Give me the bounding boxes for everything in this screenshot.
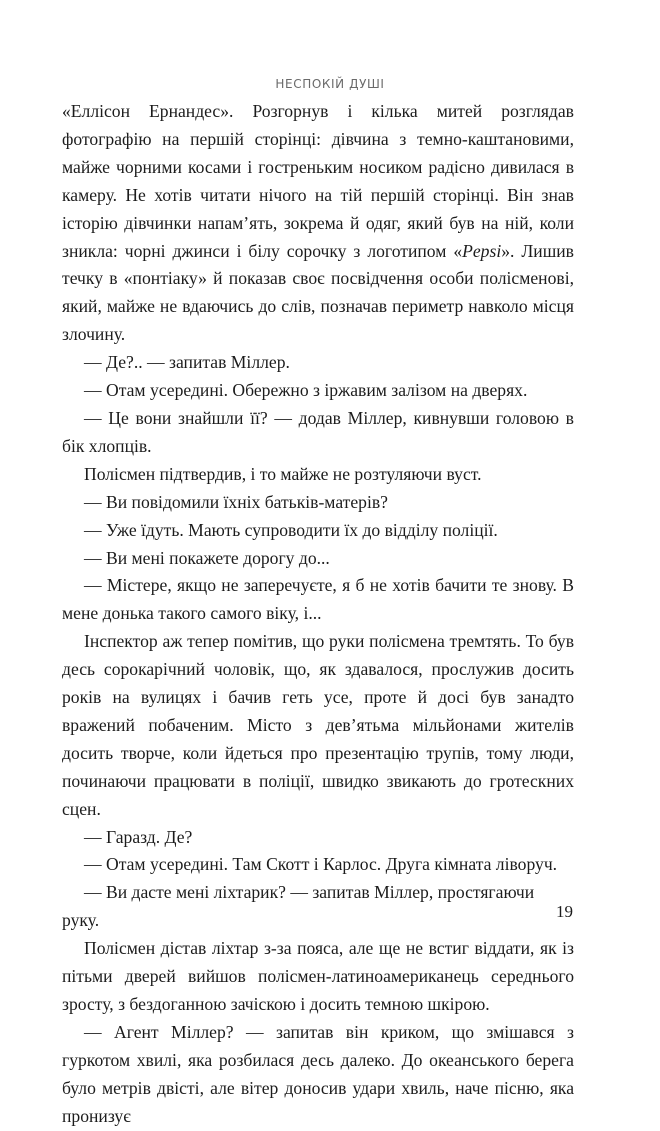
body-text [62, 98, 574, 1131]
narration-paragraph: Інспектор аж тепер помітив, що руки полісмена тремтять. То був десь сорокарічний чоловік, що, як здавалося, прослужив досить років на вулицях і бачив геть усе, проте й досі був занадто вражений побаченим. Місто з дев’ятьма мільйонами жителів досить творче, коли йдеться про презентацію трупів, тому люди, починаючи працювати в поліції, швидко звикають до гротескних сцен. [62, 631, 574, 819]
paragraph-opening [62, 98, 574, 349]
brand-name-italic: Pepsi [462, 240, 502, 261]
running-header: НЕСПОКІЙ ДУШІ [275, 77, 385, 91]
narration-paragraph: Полісмен дістав ліхтар з-за пояса, але ще не встиг віддати, як із пітьми дверей вийшов полісмен-латиноамериканець середнього зросту, з бездоганною зачіскою і досить темною шкірою. [62, 938, 574, 1014]
dialogue-line: — Містере, якщо не заперечуєте, я б не хотів бачити те знову. В мене донька такого самого віку, і... [62, 575, 574, 624]
paragraph-text: «Еллісон Ернандес». Розгорнув і кілька митей розглядав фотографію на першій сторінці: дівчина з темно-каштановими, майже чорними косами і гостреньким носиком радісно дивилася в камеру. Не хотів читати нічого на тій першій сторінці. Він знав історію дівчинки напам’ять, зокрема й одяг, який був на ній, коли зникла: чорні джинси і білу сорочку з логотипом « [62, 101, 574, 261]
dialogue-line: — Ви дасте мені ліхтарик? — запитав Міллер, простягаючи руку. [62, 882, 535, 931]
page-number: 19 [556, 902, 573, 921]
dialogue-line: — Отам усередині. Там Скотт і Карлос. Друга кімната ліворуч. [84, 854, 558, 875]
dialogue-line: — Ви повідомили їхніх батьків-матерів? [84, 491, 388, 512]
dialogue-paragraph: — Агент Міллер? — запитав він криком, що змішався з гуркотом хвилі, яка розбилася десь далеко. До океанського берега було метрів двісті, але вітер доносив удари хвиль, наче пісню, яка пронизує [62, 1021, 574, 1126]
dialogue-line: — Це вони знайшли її? — додав Міллер, кивнувши головою в бік хлопців. [62, 407, 574, 456]
dialogue-line: — Гаразд. Де? [84, 826, 193, 847]
narration-line: Полісмен підтвердив, і то майже не розтуляючи вуст. [84, 463, 482, 484]
dialogue-line: — Ви мені покажете дорогу до... [84, 547, 330, 568]
dialogue-line: — Де?.. — запитав Міллер. [84, 352, 290, 373]
paragraph-text: ». Лишив течку в «понтіаку» й показав своє посвідчення особи полісменові, який, майже не вдаючись до слів, позначав периметр навколо місця злочину. [62, 240, 574, 345]
dialogue-line: — Уже їдуть. Мають супроводити їх до відділу поліції. [84, 519, 498, 540]
dialogue-line: — Отам усередині. Обережно з іржавим залізом на дверях. [84, 380, 528, 401]
